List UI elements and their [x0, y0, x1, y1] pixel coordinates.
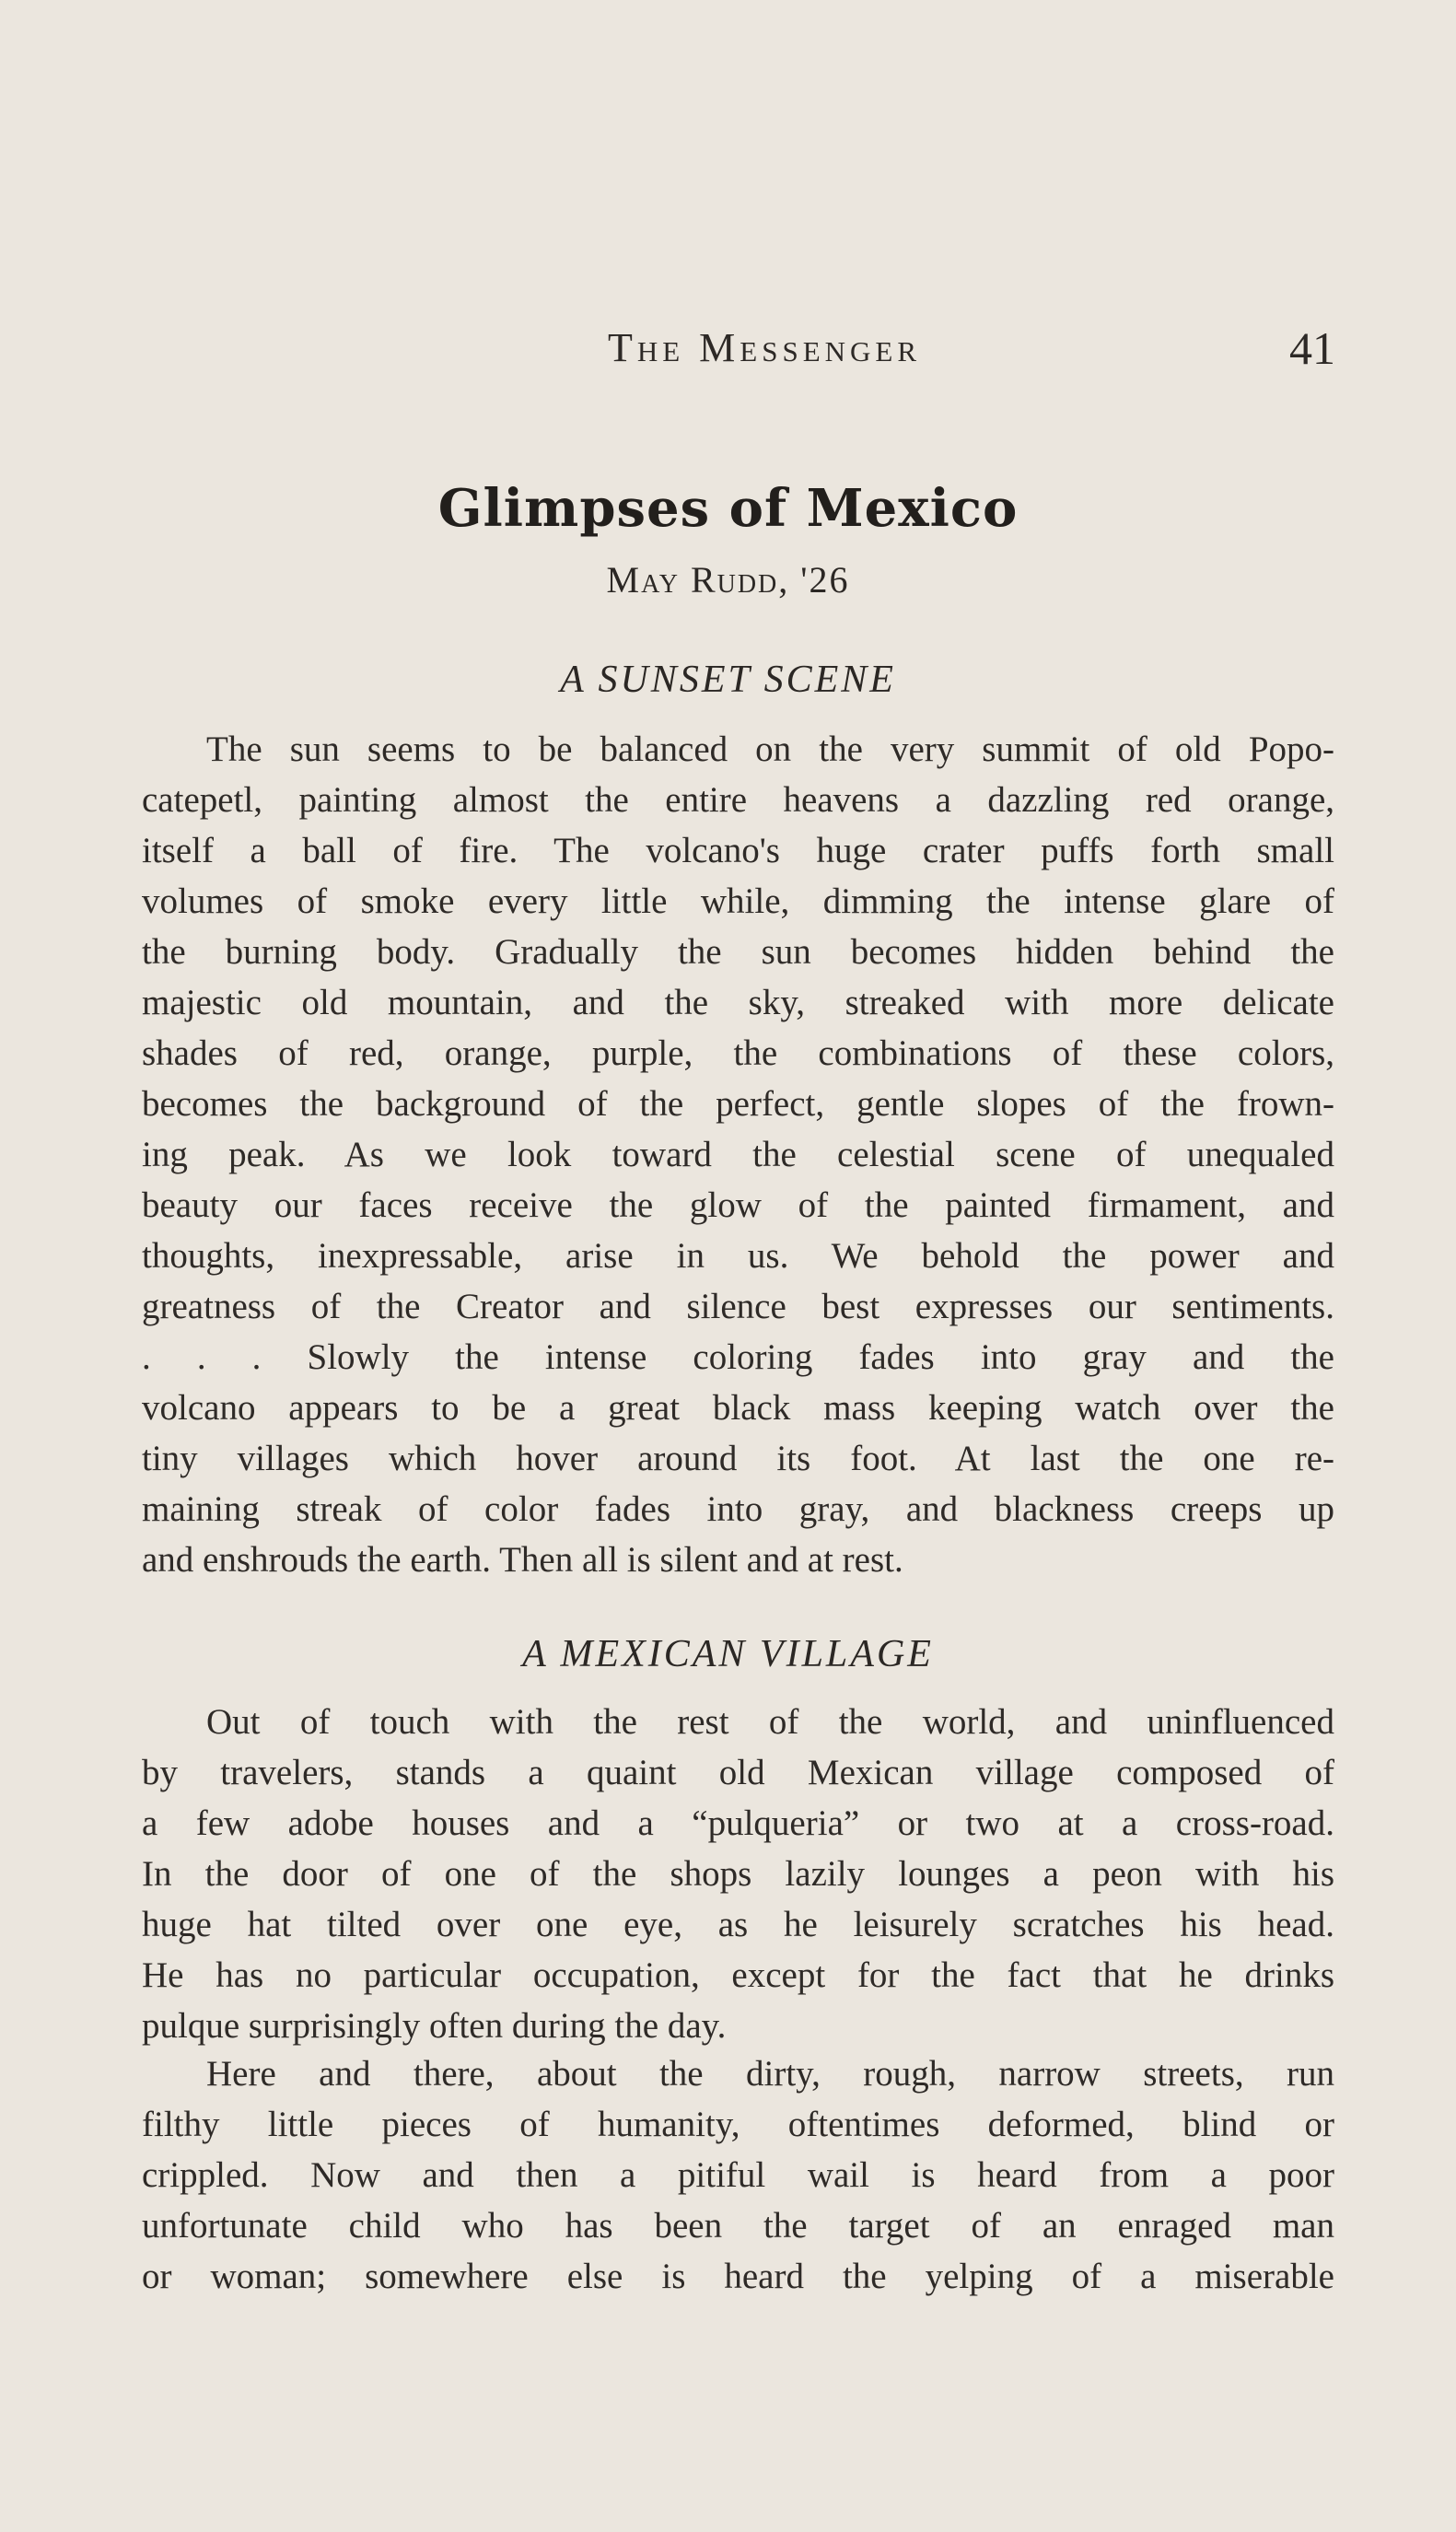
- text-line: filthy little pieces of humanity, oftentimes deformed, blind or: [142, 2105, 1334, 2144]
- text-line: The sun seems to be balanced on the very summit of old Popo-: [206, 729, 1334, 769]
- text-line: volumes of smoke every little while, dimming the intense glare of: [142, 881, 1334, 921]
- text-line: greatness of the Creator and silence best expresses our sentiments.: [142, 1287, 1334, 1326]
- text-line: majestic old mountain, and the sky, streaked with more delicate: [142, 983, 1334, 1022]
- paragraph-village-2: [142, 2048, 1334, 2302]
- text-line: becomes the background of the perfect, gentle slopes of the frown-: [142, 1084, 1334, 1124]
- section-heading-village: A MEXICAN VILLAGE: [522, 1633, 934, 1675]
- text-line: volcano appears to be a great black mass keeping watch over the: [142, 1388, 1334, 1428]
- text-line: pulque surprisingly often during the day.: [142, 2006, 727, 2046]
- text-line: . . . Slowly the intense coloring fades into gray and the: [142, 1337, 1334, 1377]
- text-line: beauty our faces receive the glow of the painted firmament, and: [142, 1185, 1334, 1225]
- text-line: huge hat tilted over one eye, as he leisurely scratches his head.: [142, 1905, 1334, 1944]
- text-line: shades of red, orange, purple, the combinations of these colors,: [142, 1033, 1334, 1073]
- section-heading-sunset: A SUNSET SCENE: [560, 659, 896, 701]
- text-line: a few adobe houses and a “pulqueria” or two at a cross-road.: [142, 1803, 1334, 1843]
- text-line: by travelers, stands a quaint old Mexican village composed of: [142, 1753, 1334, 1792]
- text-line: thoughts, inexpressable, arise in us. We behold the power and: [142, 1236, 1334, 1276]
- journal-title: The Messenger: [607, 325, 922, 370]
- paragraph-sunset: [142, 724, 1334, 1585]
- text-line: In the door of one of the shops lazily lounges a peon with his: [142, 1854, 1334, 1894]
- text-line: crippled. Now and then a pitiful wail is heard from a poor: [142, 2155, 1334, 2195]
- text-line: unfortunate child who has been the target of an enraged man: [142, 2206, 1334, 2246]
- text-line: itself a ball of fire. The volcano's huge crater puffs forth small: [142, 831, 1334, 870]
- text-line: ing peak. As we look toward the celestial scene of unequaled: [142, 1135, 1334, 1174]
- text-line: Here and there, about the dirty, rough, narrow streets, run: [206, 2054, 1334, 2094]
- page-number: 41: [1289, 322, 1335, 374]
- text-line: the burning body. Gradually the sun becomes hidden behind the: [142, 932, 1334, 972]
- text-line: catepetl, painting almost the entire heavens a dazzling red orange,: [142, 780, 1334, 820]
- text-line: Out of touch with the rest of the world, and uninfluenced: [206, 1702, 1334, 1742]
- text-line: and enshrouds the earth. Then all is silent and at rest.: [142, 1540, 903, 1580]
- text-line: maining streak of color fades into gray, and blackness creeps up: [142, 1489, 1334, 1529]
- article-title: Glimpses of Mexico: [437, 478, 1019, 539]
- byline: May Rudd, '26: [606, 559, 850, 601]
- paragraph-village-1: [142, 1697, 1334, 2051]
- running-head: [193, 321, 1335, 376]
- text-line: tiny villages which hover around its foot. At last the one re-: [142, 1439, 1334, 1478]
- text-line: He has no particular occupation, except for the fact that he drinks: [142, 1955, 1334, 1995]
- text-line: or woman; somewhere else is heard the yelping of a miserable: [142, 2257, 1334, 2296]
